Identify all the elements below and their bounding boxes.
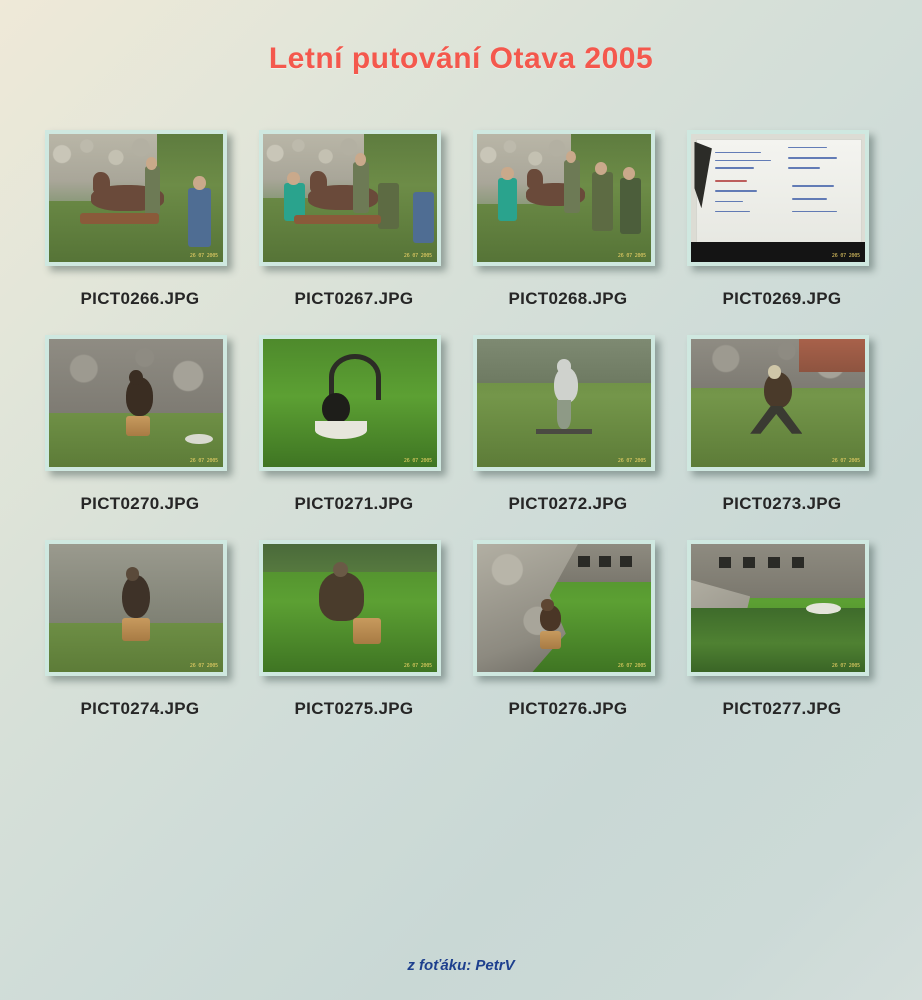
gallery-item[interactable] bbox=[247, 540, 461, 719]
photo-thumbnail-horse-group[interactable] bbox=[473, 130, 655, 266]
photo-caption: PICT0267.JPG bbox=[294, 289, 414, 308]
date-stamp: 26 07 2005 bbox=[617, 458, 646, 464]
date-stamp: 26 07 2005 bbox=[189, 253, 218, 259]
gallery-item[interactable] bbox=[247, 130, 461, 309]
photo-scene bbox=[477, 544, 651, 672]
thumbnail-wrapper[interactable] bbox=[259, 335, 449, 478]
photo-scene bbox=[49, 339, 223, 467]
photo-scene bbox=[263, 544, 437, 672]
date-stamp: 26 07 2005 bbox=[189, 458, 218, 464]
date-stamp: 26 07 2005 bbox=[831, 663, 860, 669]
thumbnail-wrapper[interactable] bbox=[259, 130, 449, 273]
thumbnail-wrapper[interactable] bbox=[259, 540, 449, 683]
date-stamp: 26 07 2005 bbox=[403, 458, 432, 464]
photo-scene bbox=[49, 134, 223, 262]
date-stamp: 26 07 2005 bbox=[403, 663, 432, 669]
photo-scene bbox=[49, 544, 223, 672]
gallery-item[interactable] bbox=[33, 540, 247, 719]
gallery-item[interactable] bbox=[461, 335, 675, 514]
date-stamp: 26 07 2005 bbox=[189, 663, 218, 669]
photo-caption: PICT0266.JPG bbox=[80, 289, 200, 308]
thumbnail-wrapper[interactable] bbox=[473, 335, 663, 478]
thumbnail-wrapper[interactable] bbox=[687, 130, 877, 273]
photo-caption: PICT0268.JPG bbox=[508, 289, 628, 308]
photo-scene bbox=[691, 544, 865, 672]
page-title: Letní putování Otava 2005 bbox=[268, 42, 654, 75]
photo-thumbnail-eagle-on-bucket[interactable] bbox=[45, 335, 227, 471]
thumbnail-wrapper[interactable] bbox=[45, 540, 235, 683]
gallery-item[interactable] bbox=[461, 130, 675, 309]
date-stamp: 26 07 2005 bbox=[617, 253, 646, 259]
date-stamp: 26 07 2005 bbox=[831, 458, 860, 464]
photo-scene bbox=[263, 339, 437, 467]
date-stamp: 26 07 2005 bbox=[617, 663, 646, 669]
gallery-item[interactable] bbox=[33, 130, 247, 309]
photo-scene bbox=[691, 134, 865, 262]
photo-caption: PICT0270.JPG bbox=[80, 494, 200, 513]
photo-scene bbox=[691, 339, 865, 467]
thumbnail-wrapper[interactable] bbox=[473, 540, 663, 683]
photo-caption: PICT0272.JPG bbox=[508, 494, 628, 513]
photo-scene bbox=[477, 134, 651, 262]
gallery-item[interactable] bbox=[461, 540, 675, 719]
gallery-item[interactable] bbox=[675, 335, 889, 514]
date-stamp: 26 07 2005 bbox=[831, 253, 860, 259]
photo-thumbnail-whiteboard[interactable] bbox=[687, 130, 869, 266]
gallery-item[interactable] bbox=[247, 335, 461, 514]
photo-caption: PICT0273.JPG bbox=[722, 494, 842, 513]
thumbnail-wrapper[interactable] bbox=[687, 335, 877, 478]
photographer-credit: z foťáku: PetrV bbox=[407, 957, 515, 974]
date-stamp: 26 07 2005 bbox=[403, 253, 432, 259]
thumbnail-wrapper[interactable] bbox=[45, 335, 235, 478]
photo-thumbnail-pale-bird-perch[interactable] bbox=[473, 335, 655, 471]
photo-caption: PICT0271.JPG bbox=[294, 494, 414, 513]
photo-thumbnail-fortress-wall[interactable] bbox=[687, 540, 869, 676]
photo-caption: PICT0276.JPG bbox=[508, 699, 628, 718]
photo-thumbnail-vulture-wings[interactable] bbox=[259, 540, 441, 676]
thumbnail-wrapper[interactable] bbox=[45, 130, 235, 273]
photo-caption: PICT0269.JPG bbox=[722, 289, 842, 308]
photo-thumbnail-falcon-rocks[interactable] bbox=[473, 540, 655, 676]
photo-caption: PICT0277.JPG bbox=[722, 699, 842, 718]
gallery-item[interactable] bbox=[675, 540, 889, 719]
thumbnail-grid bbox=[32, 130, 890, 719]
photo-thumbnail-horse-two-people[interactable] bbox=[45, 130, 227, 266]
photo-scene bbox=[477, 339, 651, 467]
photo-thumbnail-bird-at-bowl[interactable] bbox=[259, 335, 441, 471]
thumbnail-wrapper[interactable] bbox=[687, 540, 877, 683]
photo-thumbnail-eagle-wall-grass[interactable] bbox=[687, 335, 869, 471]
gallery-item[interactable] bbox=[675, 130, 889, 309]
photo-caption: PICT0274.JPG bbox=[80, 699, 200, 718]
photo-caption: PICT0275.JPG bbox=[294, 699, 414, 718]
gallery-item[interactable] bbox=[33, 335, 247, 514]
photo-thumbnail-horse-three-people[interactable] bbox=[259, 130, 441, 266]
photo-scene bbox=[263, 134, 437, 262]
photo-thumbnail-vulture-bucket[interactable] bbox=[45, 540, 227, 676]
thumbnail-wrapper[interactable] bbox=[473, 130, 663, 273]
